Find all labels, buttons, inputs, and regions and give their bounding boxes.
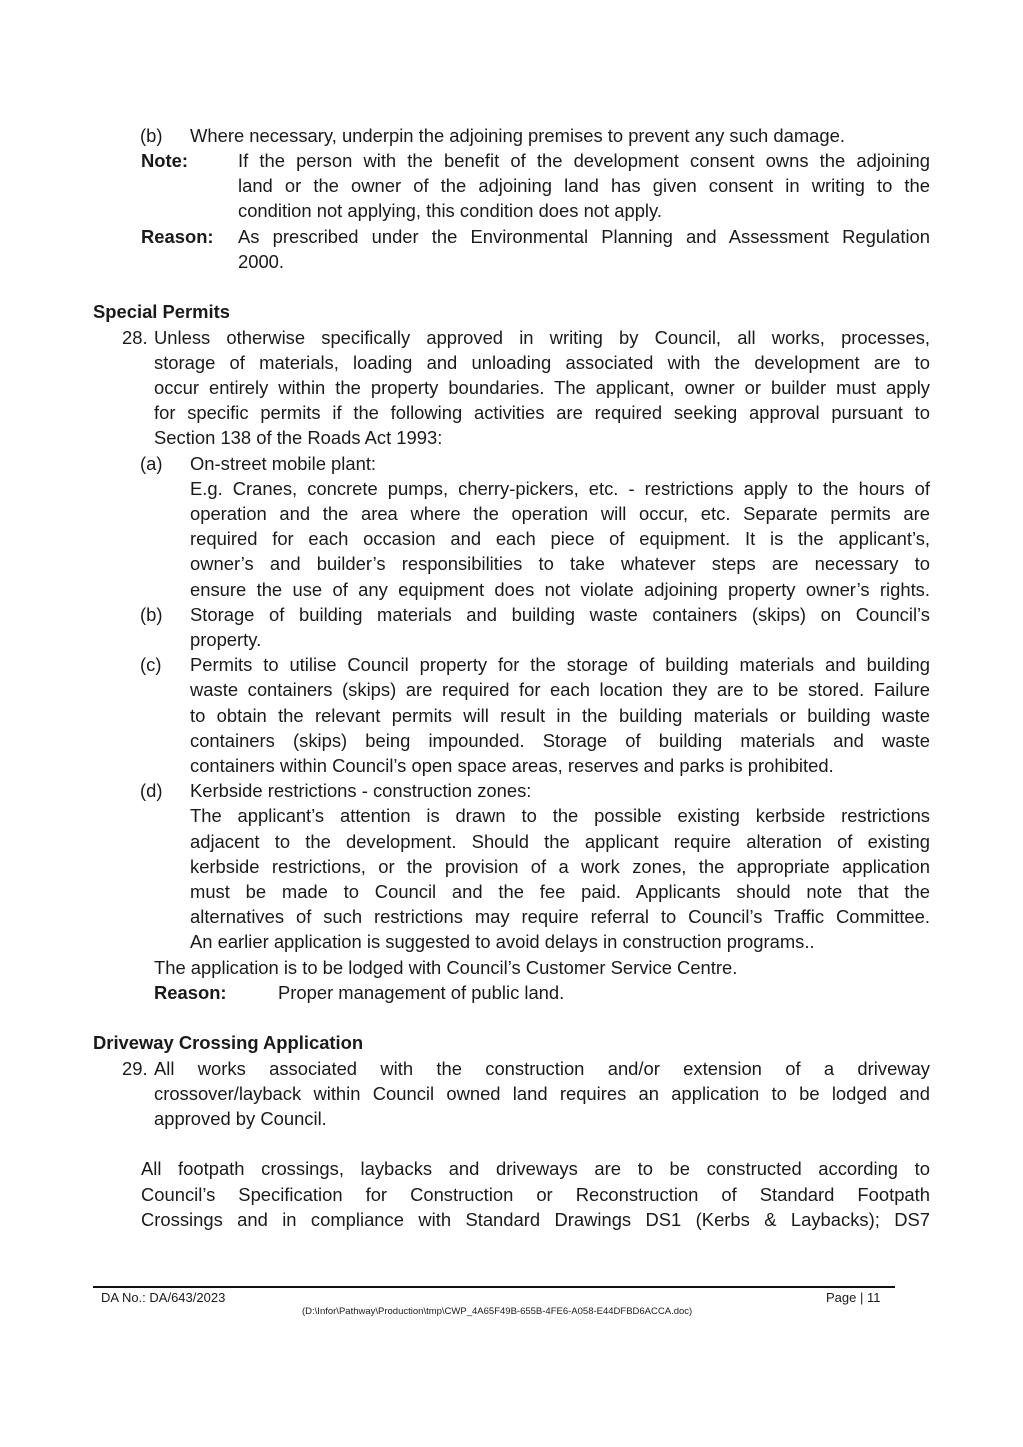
paragraph-line: containers (skips) being impounded. Storage of building materials and waste [190,730,930,751]
paragraph-line: E.g. Cranes, concrete pumps, cherry-pickers, etc. - restrictions apply to the hours of [190,478,930,499]
paragraph-line: The application is to be lodged with Council’s Customer Service Centre. [154,957,738,978]
footer-divider [93,1286,895,1288]
paragraph-line: to obtain the relevant permits will result in the building materials or building waste [190,705,930,726]
paragraph-line: All works associated with the construction and/or extension of a driveway [154,1058,930,1079]
paragraph-line: containers within Council’s open space areas, reserves and parks is prohibited. [190,755,834,776]
paragraph-line: land or the owner of the adjoining land has given consent in writing to the [238,175,930,196]
footer-da-number: DA No.: DA/643/2023 [101,1290,226,1305]
paragraph-line: Permits to utilise Council property for the storage of building materials and building [190,654,930,675]
paragraph-line: must be made to Council and the fee paid. Applicants should note that the [190,881,930,902]
paragraph-line: condition not applying, this condition does not apply. [238,200,662,221]
reason-label: Reason: [154,982,227,1003]
paragraph-line: property. [190,629,262,650]
list-label: (a) [140,453,163,474]
list-label: (d) [140,780,163,801]
paragraph-line: occur entirely within the property boundaries. The applicant, owner or builder must apply [154,377,930,398]
condition-number: 28. [122,327,148,348]
paragraph-line: Unless otherwise specifically approved in writing by Council, all works, processes, [154,327,930,348]
paragraph-line: required for each occasion and each piece of equipment. It is the applicant’s, [190,528,930,549]
paragraph-line: Council’s Specification for Construction or Reconstruction of Standard Footpath [141,1184,930,1205]
paragraph-line: As prescribed under the Environmental Planning and Assessment Regulation [238,226,930,247]
paragraph-line: All footpath crossings, laybacks and driveways are to be constructed according to [141,1158,930,1179]
list-label: (c) [140,654,162,675]
paragraph-line: An earlier application is suggested to avoid delays in construction programs.. [190,931,815,952]
paragraph-line: waste containers (skips) are required for each location they are to be stored. Failure [190,679,930,700]
paragraph-line: On-street mobile plant: [190,453,377,474]
footer-file-path: (D:\Infor\Pathway\Production\tmp\CWP_4A65F49B-655B-4FE6-A058-E44DFBD6ACCA.doc) [302,1306,693,1317]
section-heading: Special Permits [93,301,230,322]
list-label: (b) [140,604,163,625]
paragraph-line: storage of materials, loading and unloading associated with the development are to [154,352,930,373]
condition-number: 29. [122,1058,148,1079]
paragraph-line: Section 138 of the Roads Act 1993: [154,427,443,448]
paragraph-line: If the person with the benefit of the development consent owns the adjoining [238,150,930,171]
paragraph-line: Crossings and in compliance with Standard Drawings DS1 (Kerbs & Laybacks); DS7 [141,1209,930,1230]
paragraph-line: alternatives of such restrictions may require referral to Council’s Traffic Committee. [190,906,930,927]
paragraph-line: Kerbside restrictions - construction zones: [190,780,532,801]
paragraph-line: kerbside restrictions, or the provision of a work zones, the appropriate application [190,856,930,877]
paragraph-line: crossover/layback within Council owned land requires an application to be lodged and [154,1083,930,1104]
paragraph-line: Storage of building materials and building waste containers (skips) on Council’s [190,604,930,625]
paragraph-line: Proper management of public land. [278,982,565,1003]
paragraph-line: owner’s and builder’s responsibilities to take whatever steps are necessary to [190,553,930,574]
paragraph-line: Where necessary, underpin the adjoining premises to prevent any such damage. [190,125,845,146]
paragraph-line: for specific permits if the following activities are required seeking approval pursuant to [154,402,930,423]
list-label: (b) [140,125,163,146]
note-label: Note: [141,150,188,171]
paragraph-line: approved by Council. [154,1108,327,1129]
paragraph-line: adjacent to the development. Should the applicant require alteration of existing [190,831,930,852]
paragraph-line: The applicant’s attention is drawn to the possible existing kerbside restrictions [190,805,930,826]
reason-label: Reason: [141,226,214,247]
paragraph-line: ensure the use of any equipment does not violate adjoining property owner’s rights. [190,579,930,600]
paragraph-line: operation and the area where the operation will occur, etc. Separate permits are [190,503,930,524]
footer-page-number: Page | 11 [826,1290,881,1305]
paragraph-line: 2000. [238,251,285,272]
section-heading: Driveway Crossing Application [93,1032,364,1053]
